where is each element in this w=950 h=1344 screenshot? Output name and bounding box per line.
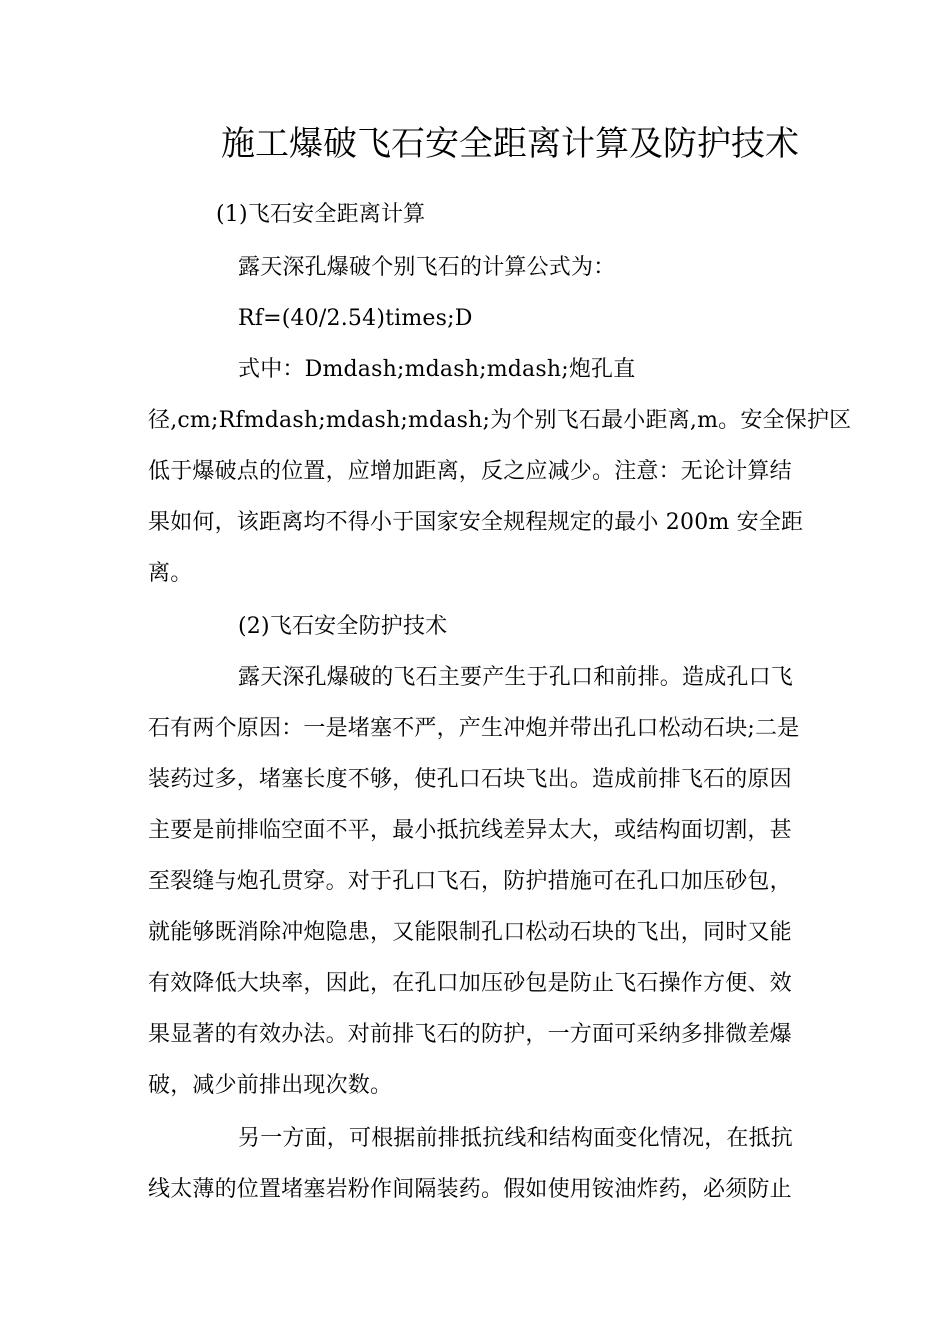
paragraph-line: 就能够既消除冲炮隐患，又能限制孔口松动石块的飞出，同时又能 <box>148 920 792 945</box>
paragraph-line: 线太薄的位置堵塞岩粉作间隔装药。假如使用铵油炸药，必须防止 <box>148 1177 792 1202</box>
paragraph-line: 装药过多，堵塞长度不够，使孔口石块飞出。造成前排飞石的原因 <box>148 767 792 792</box>
page-title: 施工爆破飞石安全距离计算及防护技术 <box>221 124 799 164</box>
paragraph-line: 离。 <box>148 561 193 586</box>
section-heading-2: (2)飞石安全防护技术 <box>238 614 448 639</box>
formula-line: Rf=(40/2.54)times;D <box>238 306 473 331</box>
paragraph-line: 另一方面，可根据前排抵抗线和结构面变化情况，在抵抗 <box>238 1126 794 1151</box>
paragraph-line: 露天深孔爆破个别飞石的计算公式为： <box>238 255 616 280</box>
paragraph-line: 式中：Dmdash;mdash;mdash;炮孔直 <box>238 357 636 382</box>
paragraph-line: 果如何，该距离均不得小于国家安全规程规定的最小 200m 安全距 <box>148 510 804 535</box>
paragraph-line: 主要是前排临空面不平，最小抵抗线差异太大，或结构面切割，甚 <box>148 818 792 843</box>
paragraph-line: 果显著的有效办法。对前排飞石的防护，一方面可采纳多排微差爆 <box>148 1022 792 1047</box>
paragraph-line: 径,cm;Rfmdash;mdash;mdash;为个别飞石最小距离,m。安全保护区 <box>148 408 852 433</box>
paragraph-line: 破，减少前排出现次数。 <box>148 1073 393 1098</box>
paragraph-line: 低于爆破点的位置，应增加距离，反之应减少。注意：无论计算结 <box>148 459 792 484</box>
paragraph-line: 有效降低大块率，因此，在孔口加压砂包是防止飞石操作方便、效 <box>148 971 792 996</box>
section-heading-1: (1)飞石安全距离计算 <box>216 202 426 227</box>
paragraph-line: 露天深孔爆破的飞石主要产生于孔口和前排。造成孔口飞 <box>238 665 794 690</box>
paragraph-line: 石有两个原因：一是堵塞不严，产生冲炮并带出孔口松动石块;二是 <box>148 716 800 741</box>
paragraph-line: 至裂缝与炮孔贯穿。对于孔口飞石，防护措施可在孔口加压砂包， <box>148 869 792 894</box>
